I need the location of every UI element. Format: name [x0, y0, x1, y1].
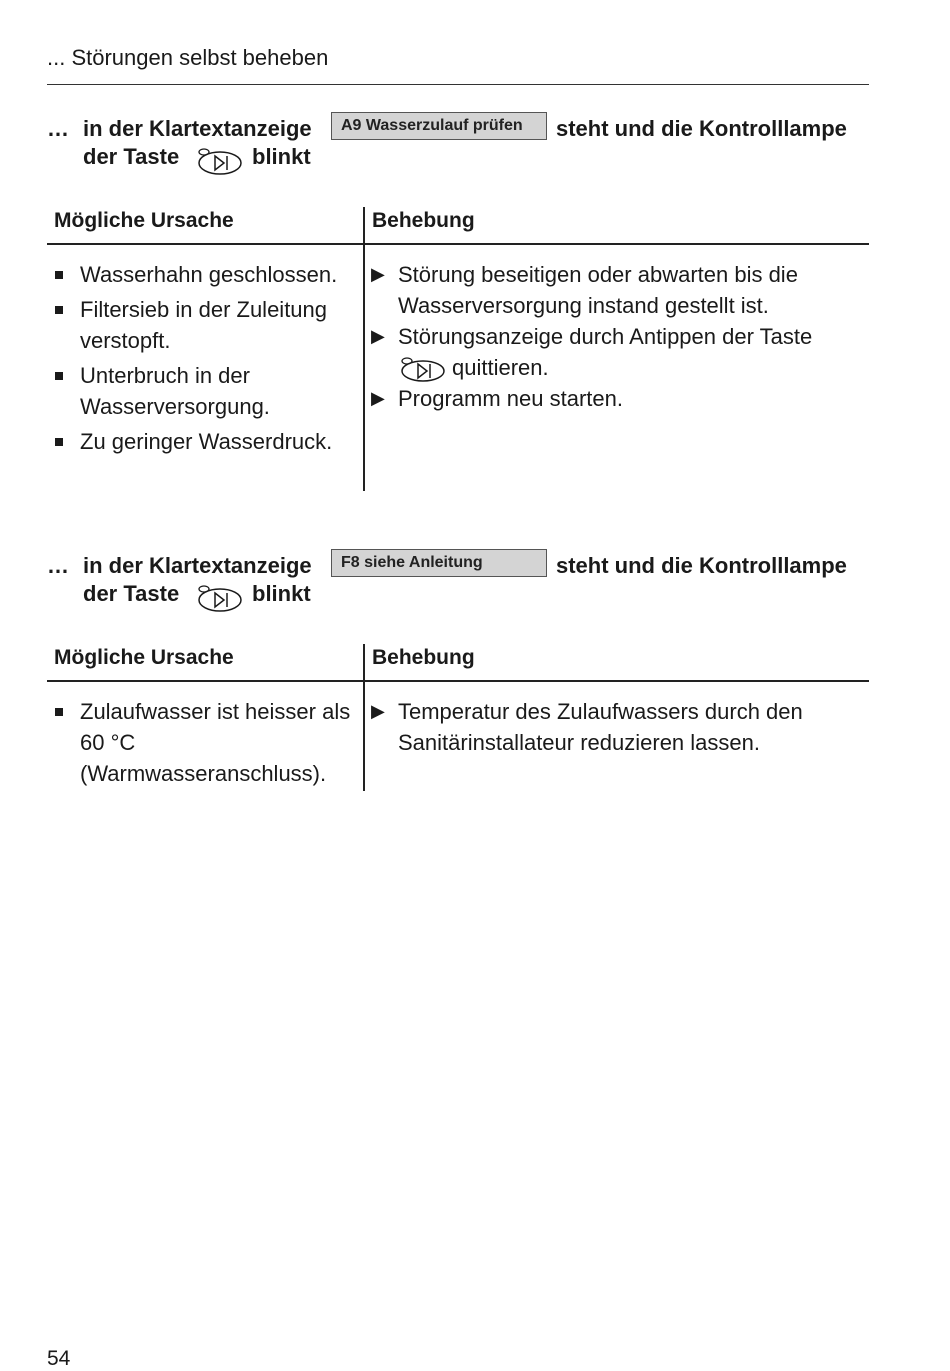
heading-line2: der Taste	[83, 144, 180, 169]
heading-blinkt: blinkt	[252, 581, 311, 606]
column-header-cause: Mögliche Ursache	[54, 209, 234, 232]
start-key-icon	[195, 146, 243, 176]
list-item: Zu geringer Wasserdruck.	[47, 426, 361, 457]
table-body	[47, 245, 869, 491]
column-header-fix: Behebung	[372, 646, 475, 669]
heading-text: in der Klartextanzeige	[83, 116, 312, 141]
heading-blinkt: blinkt	[252, 144, 311, 169]
section-a9	[47, 112, 869, 491]
list-item: ▶ Störung beseitigen oder abwarten bis die Wasserversorgung instand gestellt ist.	[371, 259, 869, 321]
triangle-right-icon: ▶	[371, 701, 385, 721]
heading-ellipsis: …	[47, 553, 69, 578]
cause-list	[47, 696, 361, 793]
page-header: ... Störungen selbst beheben	[47, 45, 329, 70]
cause-list	[47, 259, 361, 461]
triangle-right-icon: ▶	[371, 326, 385, 346]
section-heading	[47, 112, 869, 178]
square-bullet-icon	[55, 708, 63, 716]
start-key-icon	[398, 355, 446, 383]
list-item: ▶ Temperatur des Zulaufwassers durch den Sanitärinstallateur reduzieren lassen.	[371, 696, 869, 758]
square-bullet-icon	[55, 271, 63, 279]
column-header-fix: Behebung	[372, 209, 475, 232]
section-f8	[47, 549, 869, 792]
heading-ellipsis: …	[47, 116, 69, 141]
display-readout: F8 siehe Anleitung	[331, 549, 547, 577]
heading-text-continued: steht und die Kontrolllampe	[556, 116, 847, 141]
list-item: Filtersieb in der Zuleitung verstopft.	[47, 294, 361, 356]
start-key-icon	[195, 583, 243, 613]
square-bullet-icon	[55, 438, 63, 446]
heading-text: in der Klartextanzeige	[83, 553, 312, 578]
heading-text-continued: steht und die Kontrolllampe	[556, 553, 847, 578]
display-readout: A9 Wasserzulauf prüfen	[331, 112, 547, 140]
fix-list	[371, 696, 869, 758]
page-number: 54	[47, 1347, 71, 1370]
cause-fix-table	[47, 207, 869, 491]
list-item: Zulaufwasser ist heisser als 60 °C (Warmwasseranschluss).	[47, 696, 361, 789]
list-item: Wasserhahn geschlossen.	[47, 259, 361, 290]
section-heading	[47, 549, 869, 615]
heading-line2: der Taste	[83, 581, 180, 606]
list-item: Unterbruch in der Wasserversorgung.	[47, 360, 361, 422]
list-item: ▶ Störungsanzeige durch Antippen der Taste quittieren.	[371, 321, 869, 383]
header-divider	[47, 84, 869, 85]
table-header	[47, 644, 869, 682]
table-header	[47, 207, 869, 245]
square-bullet-icon	[55, 372, 63, 380]
list-item: ▶ Programm neu starten.	[371, 383, 869, 414]
table-body	[47, 682, 869, 792]
fix-list	[371, 259, 869, 414]
column-header-cause: Mögliche Ursache	[54, 646, 234, 669]
triangle-right-icon: ▶	[371, 388, 385, 409]
triangle-right-icon: ▶	[371, 264, 385, 284]
cause-fix-table	[47, 644, 869, 792]
square-bullet-icon	[55, 306, 63, 314]
